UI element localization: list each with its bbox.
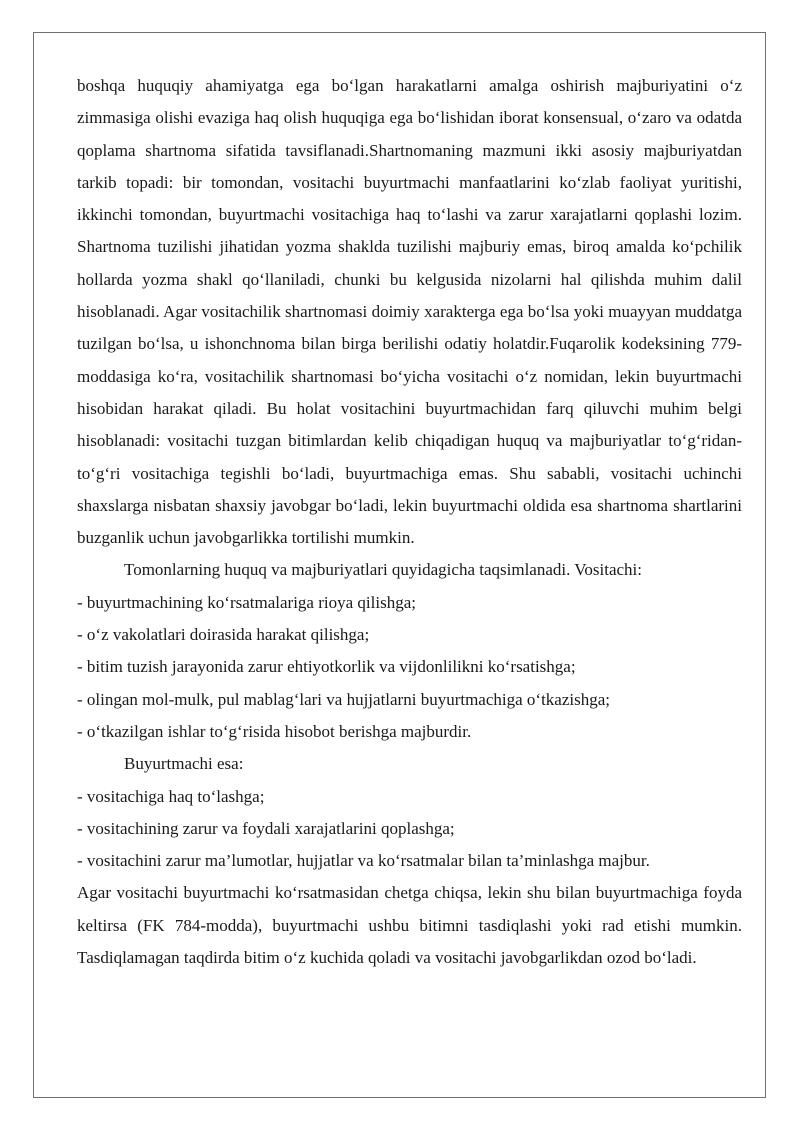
paragraph-client-intro: Buyurtmachi esa: [124,754,244,774]
list-item: - buyurtmachining ko‘rsatmalariga rioya qilishga; [77,592,416,612]
list-item: - o‘z vakolatlari doirasida harakat qilishga; [77,625,370,645]
paragraph-rights-intro: Tomonlarning huquq va majburiyatlari quyidagicha taqsimlanadi. Vositachi: [124,560,642,580]
list-item: - vositachining zarur va foydali xarajatlarini qoplashga; [77,818,455,838]
list-item: - o‘tkazilgan ishlar to‘g‘risida hisobot berishga majburdir. [77,721,472,741]
document-body [77,70,742,974]
list-item: - vositachiga haq to‘lashga; [77,786,265,806]
paragraph-deviation-rule: Agar vositachi buyurtmachi ko‘rsatmasidan chetga chiqsa, lekin shu bilan buyurtmachiga foyda keltirsa (FK 784-modda), buyurtmachi ushbu bitimni tasdiqlashi yoki rad etishi mumkin. Tasdiqlamagan taqdirda bitim o‘z kuchida qoladi va vositachi javobgarlikdan ozod bo‘ladi. [77,883,742,968]
list-item: - olingan mol-mulk, pul mablag‘lari va hujjatlarni buyurtmachiga o‘tkazishga; [77,689,610,709]
list-item: - vositachini zarur ma’lumotlar, hujjatlar va ko‘rsatmalar bilan ta’minlashga majbur. [77,851,650,871]
list-item: - bitim tuzish jarayonida zarur ehtiyotkorlik va vijdonlilikni ko‘rsatishga; [77,657,576,677]
paragraph-contract-description: boshqa huquqiy ahamiyatga ega bo‘lgan harakatlarni amalga oshirish majburiyatini o‘z zimmasiga olishi evaziga haq olish huquqiga ega bo‘lishidan iborat konsensual, o‘zaro va odatda qoplama shartnoma sifatida tavsiflanadi.Shartnomaning mazmuni ikki asosiy majburiyatdan tarkib topadi: bir tomondan, vositachi buyurtmachi manfaatlarini ko‘zlab faoliyat yuritishi, ikkinchi tomondan, buyurtmachi vositachiga haq to‘lashi va zarur xarajatlarni qoplashi lozim. Shartnoma tuzilishi jihatidan yozma shaklda tuzilishi majburiy emas, biroq amalda ko‘pchilik hollarda yozma shakl qo‘llaniladi, chunki bu kelgusida nizolarni hal qilishda muhim dalil hisoblanadi. Agar vositachilik shartnomasi doimiy xarakterga ega bo‘lsa yoki muayyan muddatga tuzilgan bo‘lsa, u ishonchnoma bilan birga berilishi odatiy holatdir.Fuqarolik kodeksining 779-moddasiga ko‘ra, vositachilik shartnomasi bo‘yicha vositachi o‘z nomidan, lekin buyurtmachi hisobidan harakat qiladi. Bu holat vositachini buyurtmachidan farq qiluvchi muhim belgi hisoblanadi: vositachi tuzgan bitimlardan kelib chiqadigan huquq va majburiyatlar to‘g‘ridan-to‘g‘ri vositachiga tegishli bo‘ladi, buyurtmachiga emas. Shu sababli, vositachi uchinchi shaxslarga nisbatan shaxsiy javobgar bo‘ladi, lekin buyurtmachi oldida esa shartnoma shartlarini buzganlik uchun javobgarlikka tortilishi mumkin. [77,76,742,548]
